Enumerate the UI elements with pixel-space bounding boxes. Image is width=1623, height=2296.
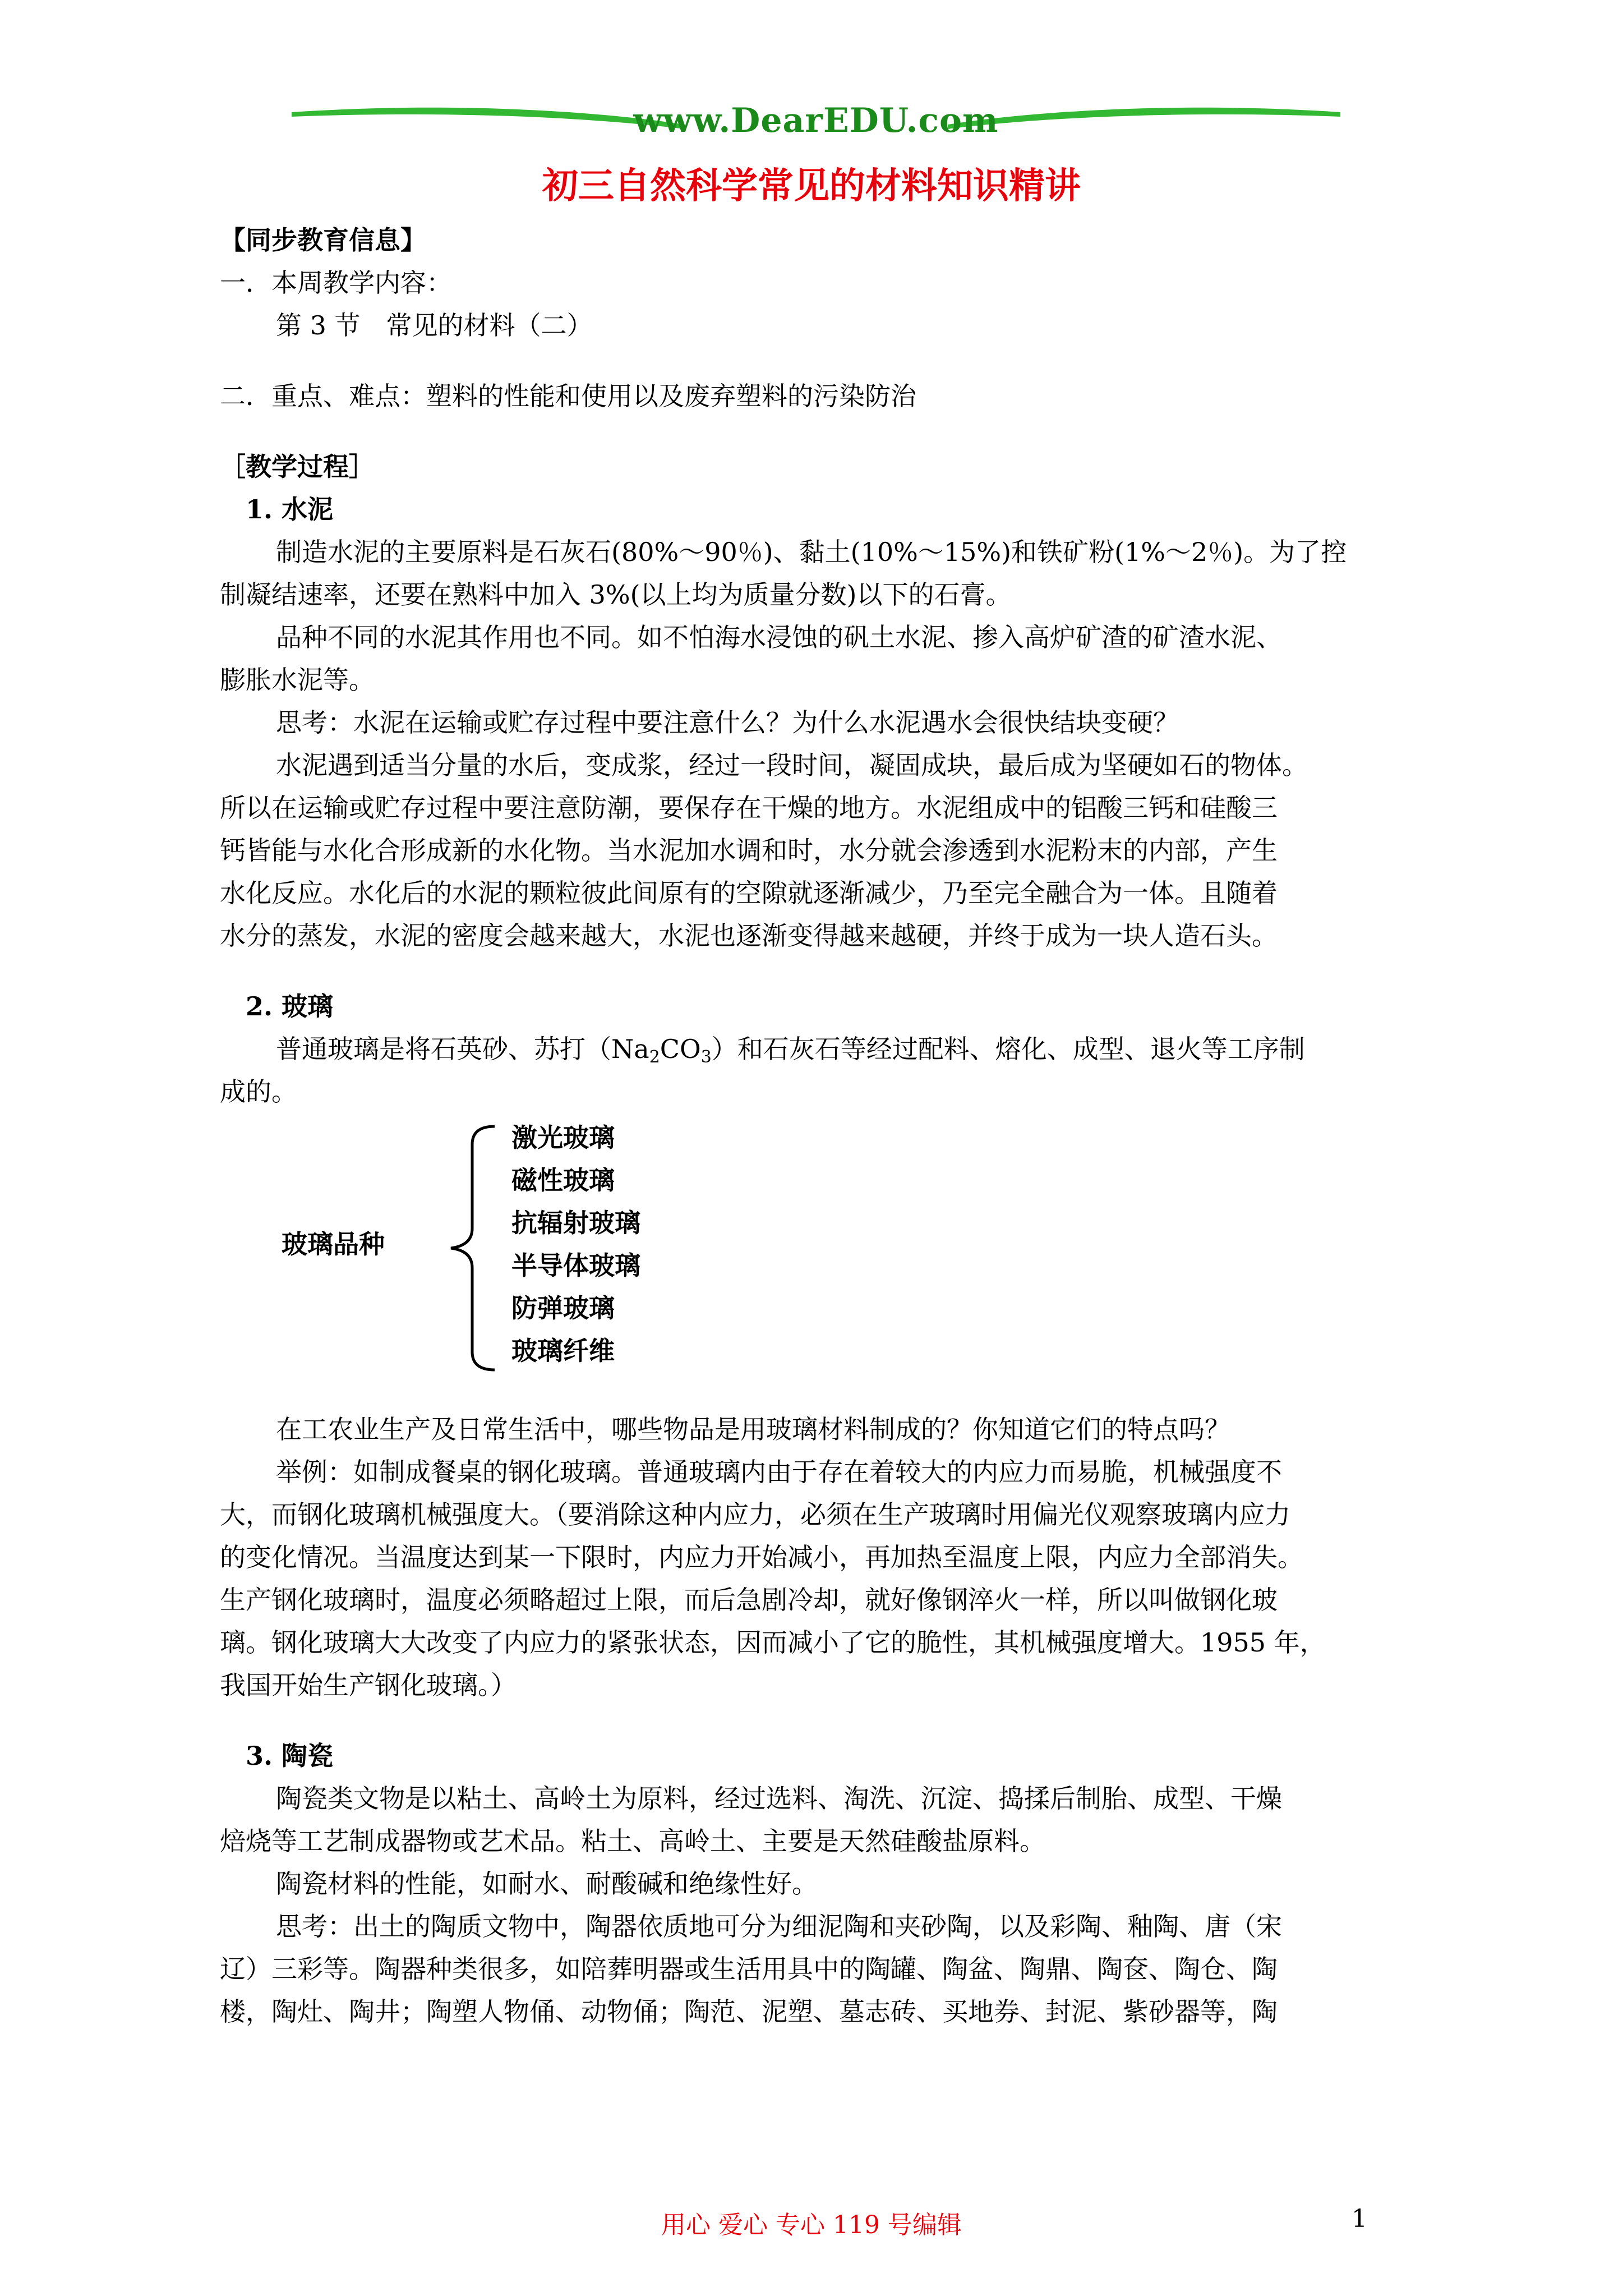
- glass-type-item: 抗辐射玻璃: [511, 1208, 640, 1238]
- cement-paragraph-line: 品种不同的水泥其作用也不同。如不怕海水浸蚀的矾土水泥、掺入高炉矿渣的矿渣水泥、: [276, 622, 1282, 652]
- glass-paragraph-line: [220, 1028, 1414, 1070]
- section-1-heading: 一．本周教学内容：: [220, 268, 452, 298]
- glass-subscript: 2: [649, 1047, 660, 1067]
- glass-text-part: ）和石灰石等经过配料、熔化、成型、退火等工序制: [711, 1034, 1305, 1064]
- cement-paragraph-line: 钙皆能与水化合形成新的水化物。当水泥加水调和时，水分就会渗透到水泥粉末的内部，产生: [220, 835, 1278, 866]
- glass-heading: 2. 玻璃: [246, 991, 334, 1022]
- glass-example-line: 的变化情况。当温度达到某一下限时，内应力开始减小，再加热至温度上限，内应力全部消失。: [220, 1542, 1303, 1572]
- glass-question: 在工农业生产及日常生活中，哪些物品是用玻璃材料制成的？你知道它们的特点吗？: [276, 1414, 1230, 1444]
- cement-paragraph-line: 膨胀水泥等。: [220, 665, 375, 695]
- glass-example-line: 大，而钢化玻璃机械强度大。（要消除这种内应力，必须在生产玻璃时用偏光仪观察玻璃内应力: [220, 1499, 1290, 1530]
- cement-paragraph-line: 水化反应。水化后的水泥的颗粒彼此间原有的空隙就逐渐减少，乃至完全融合为一体。且随着: [220, 878, 1278, 908]
- ceramics-paragraph-line: 楼，陶灶、陶井；陶塑人物俑、动物俑；陶范、泥塑、墓志砖、买地券、封泥、紫砂器等，陶: [220, 1996, 1278, 2027]
- ceramics-paragraph-line: 陶瓷材料的性能，如耐水、耐酸碱和绝缘性好。: [276, 1869, 818, 1899]
- glass-example-line: 举例：如制成餐桌的钢化玻璃。普通玻璃内由于存在着较大的内应力而易脆，机械强度不: [276, 1457, 1282, 1487]
- cement-paragraph-line: 所以在运输或贮存过程中要注意防潮，要保存在干燥的地方。水泥组成中的铝酸三钙和硅酸三: [220, 793, 1278, 823]
- page-number: 1: [1352, 2205, 1367, 2233]
- cement-paragraph-line: 水泥遇到适当分量的水后，变成浆，经过一段时间，凝固成块，最后成为坚硬如石的物体。: [276, 750, 1308, 780]
- glass-types-label: 玻璃品种: [282, 1229, 385, 1259]
- process-heading: ［教学过程］: [220, 452, 375, 482]
- ceramics-paragraph-line: 辽）三彩等。陶器种类很多，如陪葬明器或生活用具中的陶罐、陶盆、陶鼎、陶奁、陶仓、陶: [220, 1954, 1278, 1984]
- site-banner: [292, 90, 1340, 151]
- glass-types-diagram: [220, 1116, 1414, 1380]
- glass-example-line: 生产钢化玻璃时，温度必须略超过上限，而后急剧冷却，就好像钢淬火一样，所以叫做钢化玻: [220, 1585, 1278, 1615]
- ceramics-paragraph-line: 焙烧等工艺制成器物或艺术品。粘土、高岭土、主要是天然硅酸盐原料。: [220, 1826, 1045, 1856]
- sync-info-heading: 【同步教育信息】: [220, 225, 426, 255]
- cement-paragraph-line: 制造水泥的主要原料是石灰石(80%～90％)、黏土(10%～15%)和铁矿粉(1%～2％)。为了控: [276, 537, 1347, 567]
- cement-question: 思考：水泥在运输或贮存过程中要注意什么？为什么水泥遇水会很快结块变硬？: [276, 707, 1179, 738]
- glass-type-item: 防弹玻璃: [511, 1293, 615, 1323]
- glass-type-item: 磁性玻璃: [511, 1165, 615, 1195]
- glass-type-item: 玻璃纤维: [511, 1336, 615, 1366]
- glass-text-part: 普通玻璃是将石英砂、苏打（Na: [276, 1034, 649, 1064]
- glass-types-list: [511, 1116, 640, 1372]
- ceramics-heading: 3. 陶瓷: [246, 1741, 334, 1771]
- document-body: [220, 219, 1414, 2033]
- glass-paragraph-line: 成的。: [220, 1076, 297, 1107]
- site-url: www.DearEDU.com: [633, 101, 999, 140]
- glass-text-part: CO: [660, 1034, 701, 1064]
- cement-paragraph-line: 水分的蒸发，水泥的密度会越来越大，水泥也逐渐变得越来越硬，并终于成为一块人造石头。: [220, 921, 1278, 951]
- glass-type-item: 半导体玻璃: [511, 1250, 640, 1281]
- glass-subscript: 3: [700, 1047, 712, 1067]
- cement-paragraph-line: 制凝结速率，还要在熟料中加入 3%(以上均为质量分数)以下的石膏。: [220, 579, 1012, 610]
- ceramics-paragraph-line: 思考：出土的陶质文物中，陶器依质地可分为细泥陶和夹砂陶，以及彩陶、釉陶、唐（宋: [276, 1911, 1282, 1941]
- glass-example-line: 我国开始生产钢化玻璃。）: [220, 1670, 517, 1700]
- left-brace-icon: [444, 1122, 500, 1374]
- glass-type-item: 激光玻璃: [511, 1122, 615, 1153]
- document-title: 初三自然科学常见的材料知识精讲: [542, 165, 1081, 207]
- section-1-item: 第 3 节 常见的材料（二）: [276, 310, 593, 341]
- section-2-heading: 二．重点、难点：塑料的性能和使用以及废弃塑料的污染防治: [220, 381, 916, 411]
- ceramics-paragraph-line: 陶瓷类文物是以粘土、高岭土为原料，经过选料、淘洗、沉淀、捣揉后制胎、成型、干燥: [276, 1783, 1282, 1814]
- cement-heading: 1. 水泥: [246, 494, 334, 524]
- page-footer: 用心 爱心 专心 119 号编辑: [661, 2211, 962, 2239]
- glass-example-line: 璃。钢化玻璃大大改变了内应力的紧张状态，因而减小了它的脆性，其机械强度增大。1955 年，: [220, 1627, 1326, 1658]
